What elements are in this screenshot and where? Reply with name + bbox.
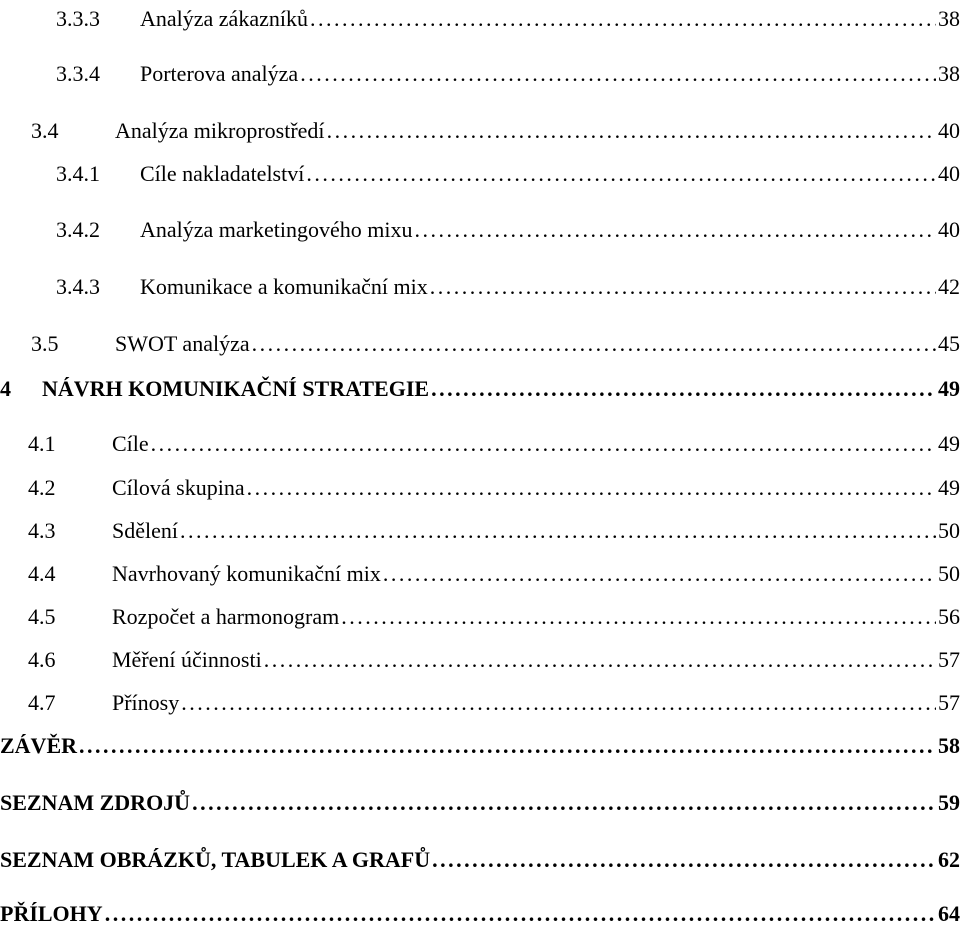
toc-page: 50 (938, 518, 960, 543)
toc-page: 40 (938, 217, 960, 242)
toc-title: Analýza zákazníků (140, 6, 308, 31)
toc-entry[interactable] (0, 641, 960, 671)
toc-entry[interactable] (0, 512, 960, 542)
toc-number: 4.5 (28, 604, 56, 629)
toc-title: Sdělení (112, 518, 178, 543)
toc-entry[interactable] (0, 469, 960, 499)
dot-leader (192, 792, 936, 814)
toc-title: Navrhovaný komunikační mix (112, 561, 381, 586)
toc-title: Komunikace a komunikační mix (140, 274, 428, 299)
toc-entry[interactable] (0, 155, 960, 185)
toc-title: PŘÍLOHY (0, 901, 103, 926)
toc-entry[interactable] (0, 268, 960, 298)
dot-leader (414, 219, 936, 241)
toc-number: 3.4.3 (56, 274, 100, 299)
toc-number: 3.3.3 (56, 6, 100, 31)
dot-leader (151, 433, 936, 455)
toc-number: 3.4.2 (56, 217, 100, 242)
toc-title: Cíle nakladatelství (140, 161, 305, 186)
toc-page: 57 (938, 690, 960, 715)
toc-number: 3.3.4 (56, 61, 100, 86)
toc-title: Přínosy (112, 690, 180, 715)
toc-entry[interactable] (0, 0, 960, 30)
dot-leader (432, 849, 936, 871)
toc-entry[interactable] (0, 684, 960, 714)
dot-leader (383, 563, 936, 585)
toc-page: 38 (938, 6, 960, 31)
toc-title: Cíle (112, 431, 149, 456)
toc-page: 50 (938, 561, 960, 586)
dot-leader (79, 735, 936, 757)
toc-page: 58 (938, 733, 960, 758)
dot-leader (327, 120, 936, 142)
dot-leader (105, 903, 936, 925)
toc-page: 40 (938, 118, 960, 143)
dot-leader (247, 477, 936, 499)
toc-number: 4.4 (28, 561, 56, 586)
toc-entry[interactable] (0, 727, 960, 757)
toc-entry[interactable] (0, 598, 960, 628)
toc-title: SEZNAM ZDROJŮ (0, 790, 191, 815)
toc-page: 49 (938, 475, 960, 500)
toc-page: 49 (938, 431, 960, 456)
toc-number: 4 (0, 376, 11, 401)
toc-number: 4.7 (28, 690, 56, 715)
toc-title: Měření účinnosti (112, 647, 262, 672)
dot-leader (181, 692, 936, 714)
toc-entry[interactable] (0, 370, 960, 400)
dot-leader (306, 163, 936, 185)
toc-entry[interactable] (0, 784, 960, 814)
toc-number: 3.5 (31, 331, 59, 356)
toc-entry[interactable] (0, 895, 960, 925)
toc-page: 62 (938, 847, 960, 872)
toc-title: SEZNAM OBRÁZKŮ, TABULEK A GRAFŮ (0, 847, 431, 872)
dot-leader (264, 649, 936, 671)
dot-leader (252, 333, 936, 355)
toc-entry[interactable] (0, 555, 960, 585)
toc-page: 42 (938, 274, 960, 299)
toc-number: 3.4 (31, 118, 59, 143)
toc-page: 64 (938, 901, 960, 926)
toc-title: ZÁVĚR (0, 733, 78, 758)
toc-number: 4.2 (28, 475, 56, 500)
toc-page: 59 (938, 790, 960, 815)
toc-title: Rozpočet a harmonogram (112, 604, 340, 629)
toc-entry[interactable] (0, 841, 960, 871)
toc-number: 3.4.1 (56, 161, 100, 186)
toc-entry[interactable] (0, 325, 960, 355)
toc-title: NÁVRH KOMUNIKAČNÍ STRATEGIE (42, 376, 430, 401)
toc-entry[interactable] (0, 112, 960, 142)
toc-title: Analýza mikroprostředí (115, 118, 325, 143)
toc-page: 57 (938, 647, 960, 672)
toc-title: SWOT analýza (115, 331, 250, 356)
toc-page: 40 (938, 161, 960, 186)
dot-leader (310, 8, 936, 30)
toc-title: Cílová skupina (112, 475, 245, 500)
toc-number: 4.1 (28, 431, 56, 456)
toc-entry[interactable] (0, 55, 960, 85)
toc-entry[interactable] (0, 425, 960, 455)
toc-number: 4.6 (28, 647, 56, 672)
dot-leader (431, 378, 936, 400)
toc-title: Porterova analýza (140, 61, 299, 86)
toc-page: 38 (938, 61, 960, 86)
dot-leader (300, 63, 936, 85)
dot-leader (430, 276, 936, 298)
toc-page: 49 (938, 376, 960, 401)
dot-leader (341, 606, 936, 628)
toc-title: Analýza marketingového mixu (140, 217, 413, 242)
toc-page: 45 (938, 331, 960, 356)
toc-page: 56 (938, 604, 960, 629)
dot-leader (180, 520, 936, 542)
toc-entry[interactable] (0, 211, 960, 241)
toc-number: 4.3 (28, 518, 56, 543)
